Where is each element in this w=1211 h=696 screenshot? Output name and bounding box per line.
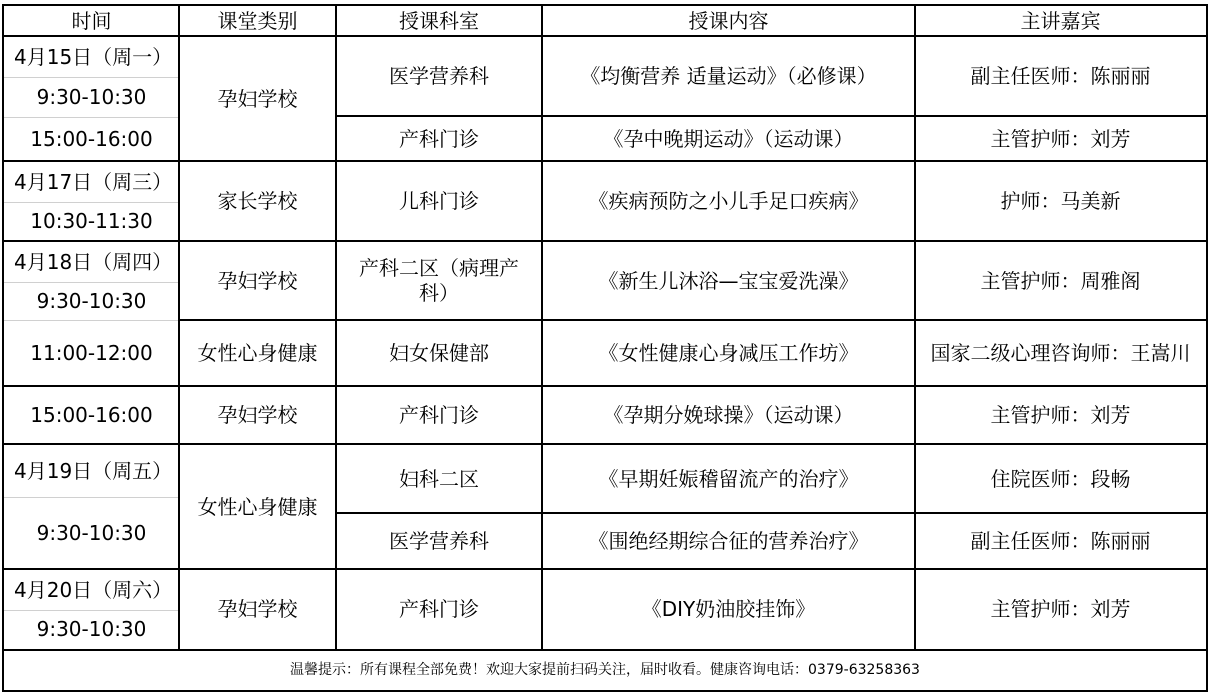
content-cell: 《围绝经期综合征的营养治疗》 bbox=[588, 529, 869, 553]
department-cell: 妇女保健部 bbox=[389, 341, 489, 365]
speaker-cell: 副主任医师：陈丽丽 bbox=[970, 529, 1151, 553]
grid-line bbox=[2, 4, 1208, 6]
speaker-cell: 主管护师：周雅阁 bbox=[980, 268, 1141, 293]
grid-line bbox=[541, 4, 543, 651]
grid-line bbox=[4, 282, 179, 283]
category-cell: 孕妇学校 bbox=[217, 597, 298, 621]
department-cell: 产科门诊 bbox=[399, 403, 479, 427]
content-cell: 《DIY奶油胶挂饰》 bbox=[641, 597, 816, 621]
header-time: 时间 bbox=[71, 8, 112, 33]
department-cell: 医学营养科 bbox=[389, 64, 489, 88]
grid-line bbox=[2, 649, 1208, 651]
header-speaker: 主讲嘉宾 bbox=[1020, 8, 1101, 33]
header-content: 授课内容 bbox=[688, 8, 769, 33]
grid-line bbox=[2, 160, 1208, 162]
content-cell: 《均衡营养 适量运动》（必修课） bbox=[580, 64, 877, 88]
department-cell: 妇科二区 bbox=[399, 466, 479, 491]
grid-line bbox=[2, 385, 179, 387]
department-cell: 医学营养科 bbox=[389, 529, 489, 553]
speaker-cell: 副主任医师：陈丽丽 bbox=[970, 64, 1151, 88]
grid-line bbox=[1206, 4, 1208, 692]
grid-line bbox=[4, 610, 179, 611]
category-cell: 孕妇学校 bbox=[217, 403, 298, 427]
grid-line bbox=[2, 443, 1208, 445]
header-category: 课堂类别 bbox=[217, 8, 298, 33]
date-apr15: 4月15日（周一） bbox=[14, 44, 173, 69]
grid-line bbox=[4, 77, 179, 78]
grid-line bbox=[4, 497, 179, 498]
speaker-cell: 住院医师：段畅 bbox=[990, 466, 1131, 491]
category-cell: 女性心身健康 bbox=[197, 341, 318, 365]
time-slot: 11:00-12:00 bbox=[30, 340, 153, 365]
content-cell: 《女性健康心身减压工作坊》 bbox=[598, 341, 859, 365]
category-cell: 家长学校 bbox=[217, 189, 298, 213]
grid-line bbox=[914, 4, 916, 651]
date-apr19: 4月19日（周五） bbox=[14, 458, 173, 483]
content-cell: 《早期妊娠稽留流产的治疗》 bbox=[598, 466, 859, 491]
content-cell: 《疾病预防之小儿手足口疾病》 bbox=[588, 189, 869, 213]
content-cell: 《孕中晚期运动》（运动课） bbox=[603, 126, 854, 151]
header-department: 授课科室 bbox=[399, 8, 479, 33]
grid-line bbox=[4, 117, 179, 118]
grid-line bbox=[179, 385, 1208, 387]
grid-line bbox=[178, 4, 180, 651]
time-slot: 9:30-10:30 bbox=[36, 520, 147, 545]
grid-line bbox=[2, 690, 1208, 692]
speaker-cell: 主管护师：刘芳 bbox=[990, 403, 1131, 427]
footer-note: 温馨提示：所有课程全部免费！欢迎大家提前扫码关注，届时收看。健康咨询电话：0379-63258363 bbox=[290, 662, 920, 679]
category-cell: 孕妇学校 bbox=[217, 86, 298, 111]
category-cell: 孕妇学校 bbox=[217, 268, 298, 293]
grid-line bbox=[2, 568, 1208, 570]
time-slot: 9:30-10:30 bbox=[36, 617, 147, 641]
time-slot: 15:00-16:00 bbox=[30, 126, 153, 151]
time-slot: 10:30-11:30 bbox=[30, 209, 153, 233]
grid-line bbox=[2, 35, 1208, 37]
grid-line bbox=[179, 319, 1208, 321]
grid-line bbox=[4, 202, 179, 203]
grid-line bbox=[2, 240, 1208, 242]
grid-line bbox=[2, 4, 4, 692]
time-slot: 15:00-16:00 bbox=[30, 402, 153, 427]
time-slot: 9:30-10:30 bbox=[36, 84, 147, 109]
department-cell: 产科门诊 bbox=[399, 126, 479, 151]
department-cell: 产科门诊 bbox=[399, 597, 479, 621]
date-apr17: 4月17日（周三） bbox=[14, 169, 173, 194]
content-cell: 《新生儿沐浴—宝宝爱洗澡》 bbox=[598, 268, 859, 293]
grid-line bbox=[4, 320, 179, 321]
content-cell: 《孕期分娩球操》（运动课） bbox=[603, 403, 854, 427]
grid-line bbox=[335, 4, 337, 651]
speaker-cell: 主管护师：刘芳 bbox=[990, 126, 1131, 151]
speaker-cell: 国家二级心理咨询师：王嵩川 bbox=[930, 341, 1191, 365]
department-cell: 儿科门诊 bbox=[399, 189, 479, 213]
speaker-cell: 主管护师：刘芳 bbox=[990, 597, 1131, 621]
time-slot: 9:30-10:30 bbox=[36, 288, 147, 313]
category-cell: 女性心身健康 bbox=[197, 494, 318, 519]
speaker-cell: 护师：马美新 bbox=[1000, 189, 1121, 213]
grid-line bbox=[336, 512, 1208, 514]
date-apr18: 4月18日（周四） bbox=[14, 249, 173, 274]
date-apr20: 4月20日（周六） bbox=[14, 577, 173, 602]
department-cell: 产科二区（病理产科） bbox=[359, 256, 519, 305]
grid-line bbox=[336, 115, 1208, 117]
